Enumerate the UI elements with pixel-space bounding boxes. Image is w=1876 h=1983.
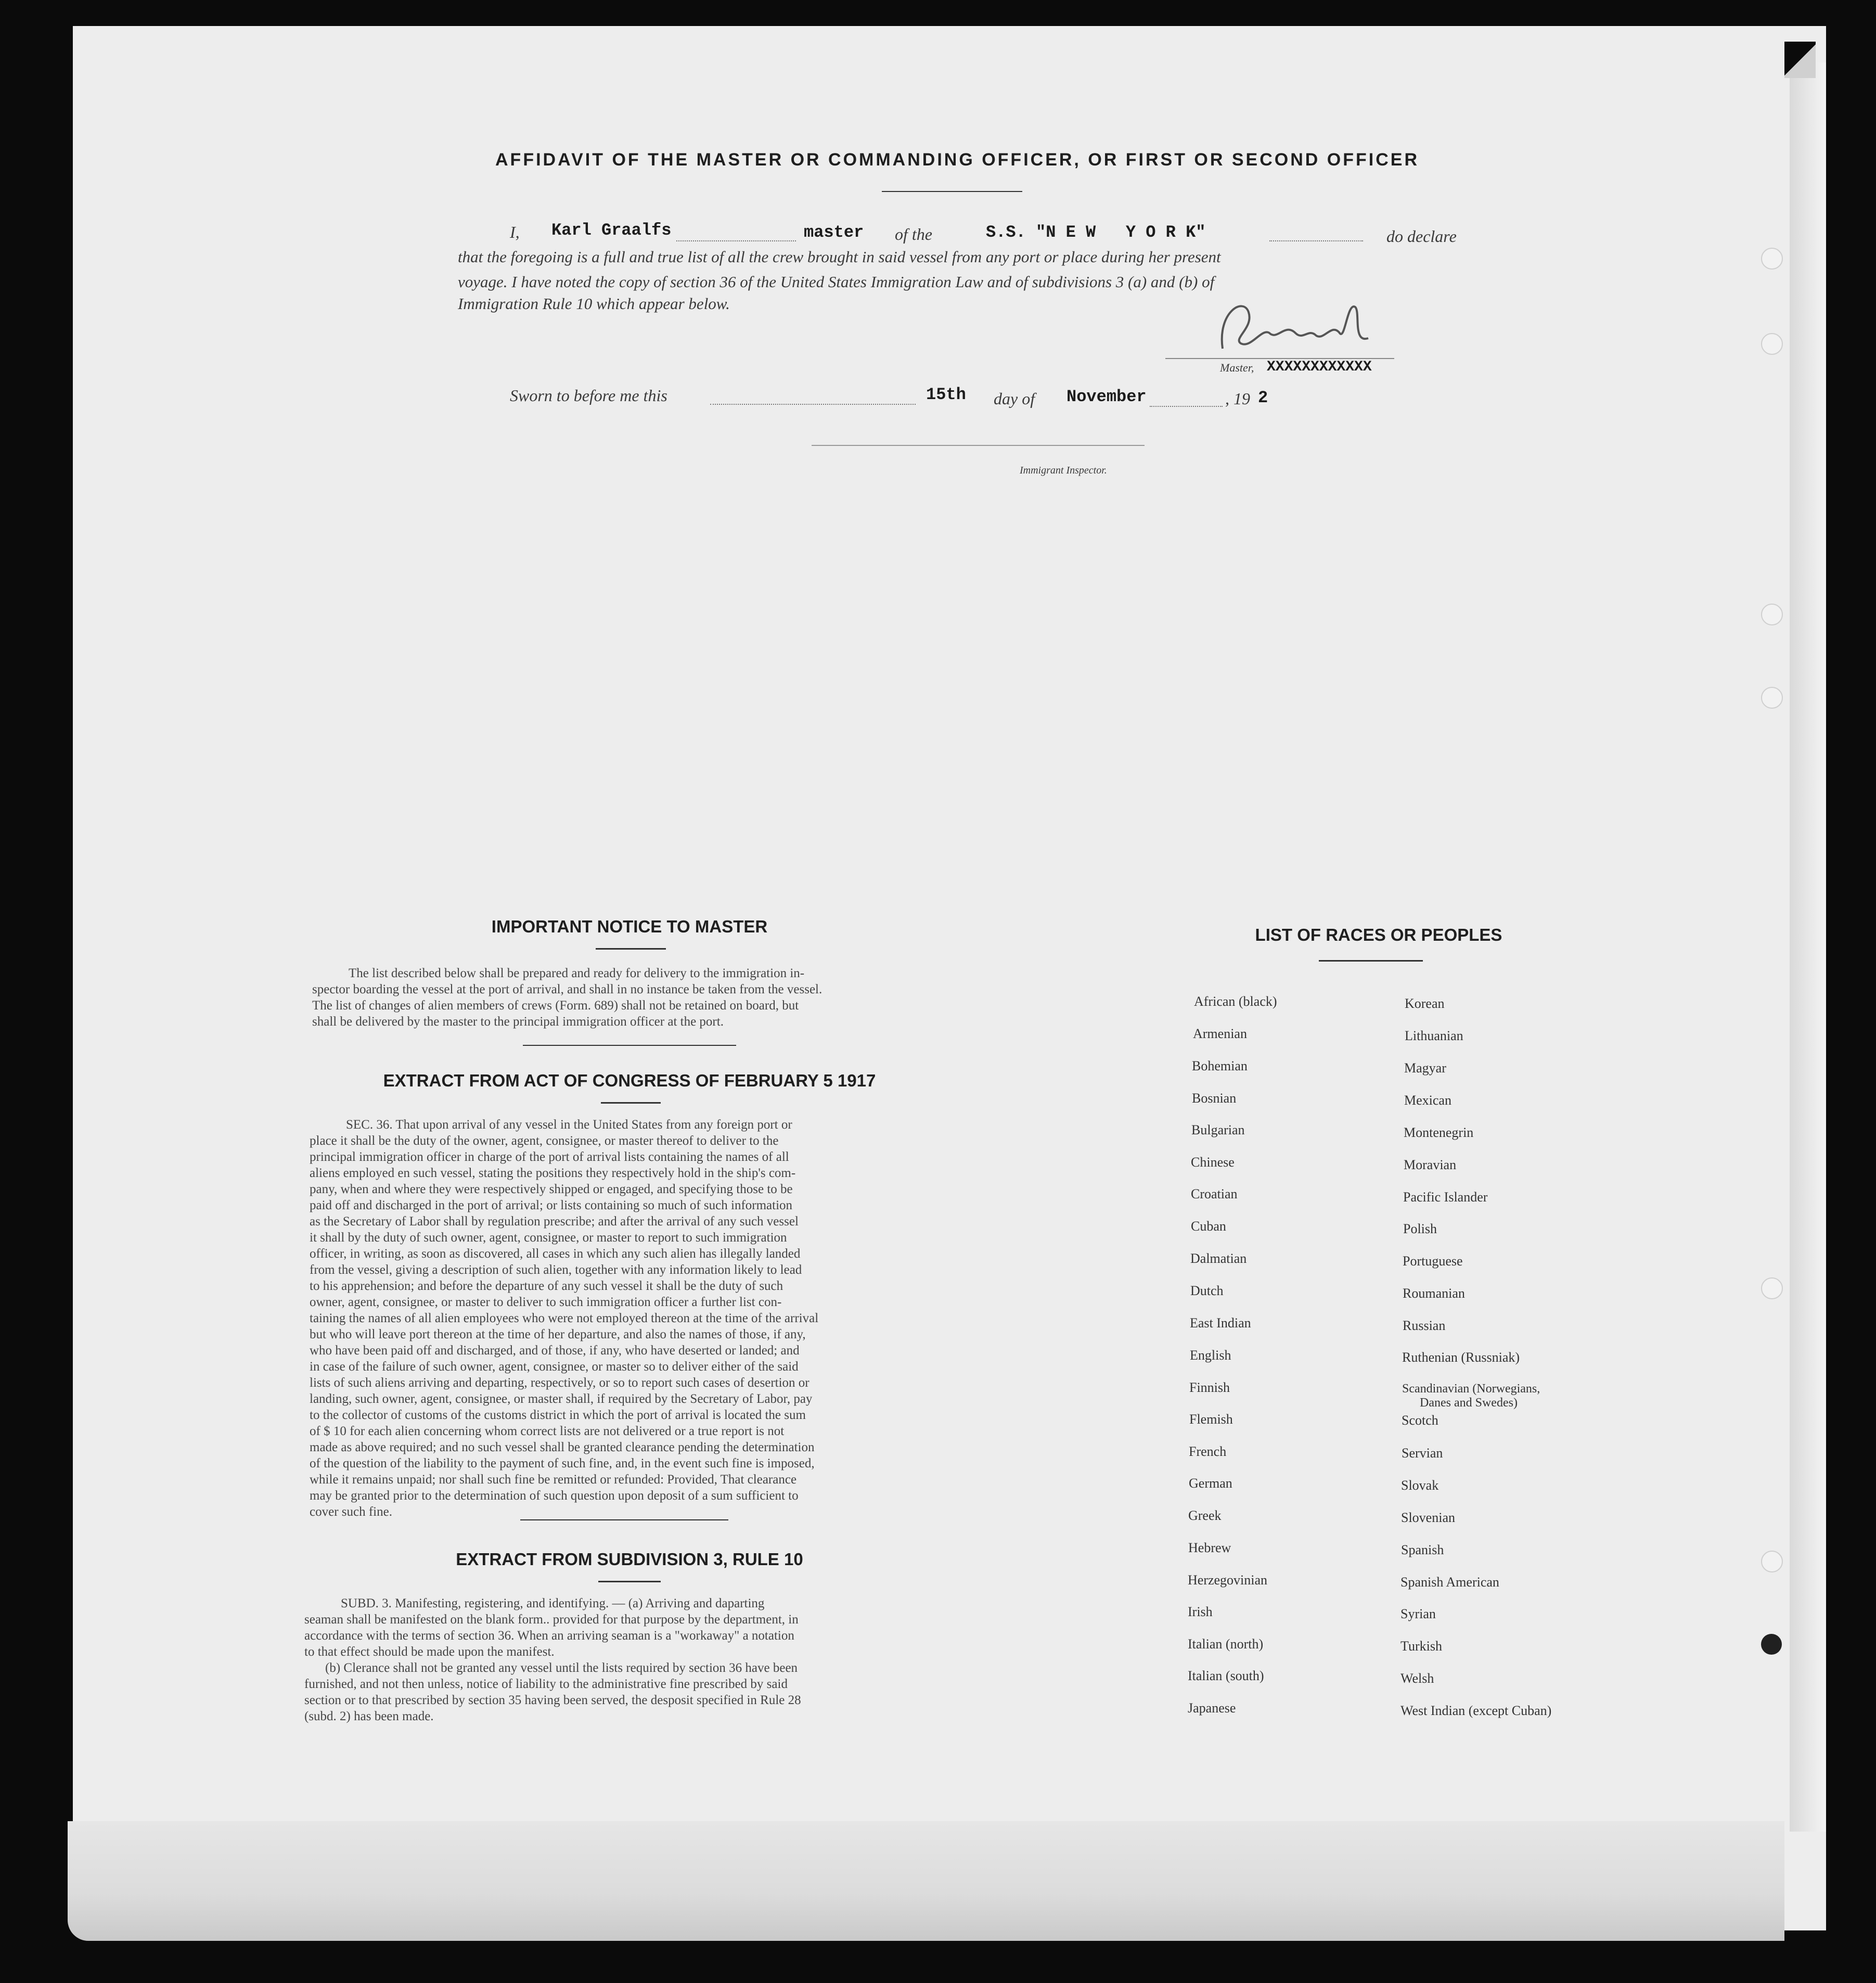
act-line: to his apprehension; and before the departure of any such vessel it shall be the duty of such xyxy=(310,1279,783,1293)
race-item: African (black) xyxy=(1194,994,1277,1009)
title-rule xyxy=(1319,960,1423,962)
race-item: Slovak xyxy=(1401,1478,1439,1493)
folded-corner xyxy=(1784,42,1816,78)
race-item: Irish xyxy=(1188,1604,1213,1619)
race-item: Welsh xyxy=(1400,1671,1434,1686)
race-item: Spanish American xyxy=(1400,1575,1499,1590)
extract-act-body xyxy=(310,1117,944,1520)
race-item: Syrian xyxy=(1400,1606,1436,1621)
act-line: officer, in writing, as soon as discovered, all cases in which any such alien has illegally landed xyxy=(310,1247,801,1261)
act-line: taining the names of all alien employees who were not employed thereon at the time of the arrival xyxy=(310,1311,819,1325)
notice-line: The list described below shall be prepared and ready for delivery to the immigration in- xyxy=(349,966,805,980)
race-item: West Indian (except Cuban) xyxy=(1400,1703,1552,1718)
notice-line: spector boarding the vessel at the port of arrival, and shall in no instance be taken from the vessel. xyxy=(312,982,823,996)
race-item: Bulgarian xyxy=(1191,1122,1245,1137)
race-item: Scotch xyxy=(1402,1413,1438,1428)
act-line: made as above required; and no such vessel shall be granted clearance pending the determination xyxy=(310,1440,815,1454)
affidavit-line-4: Immigration Rule 10 which appear below. xyxy=(458,295,730,313)
race-item: English xyxy=(1190,1348,1231,1363)
master-label: Master, xyxy=(1220,361,1254,374)
race-item: Hebrew xyxy=(1188,1540,1231,1555)
race-item: East Indian xyxy=(1190,1315,1251,1330)
race-item: Portuguese xyxy=(1403,1253,1463,1269)
title-rule xyxy=(596,948,666,950)
act-line: may be granted prior to the determination of such question upon deposit of a sum sufficient to xyxy=(310,1489,799,1503)
race-item: Roumanian xyxy=(1403,1286,1465,1301)
rank-value: master xyxy=(804,223,864,242)
act-line: pany, when and where they were respectively shipped or engaged, and specifying those to be xyxy=(310,1182,793,1196)
notice-line: The list of changes of alien members of crews (Form. 689) shall not be retained on board, but xyxy=(312,999,799,1013)
rule-line: to that effect should be made upon the manifest. xyxy=(304,1645,555,1659)
race-item: Turkish xyxy=(1400,1639,1442,1654)
sworn-month: November xyxy=(1067,387,1147,406)
rule-line: SUBD. 3. Manifesting, registering, and identifying. — (a) Arriving and daparting xyxy=(341,1596,765,1610)
extract-act-title: EXTRACT FROM ACT OF CONGRESS OF FEBRUARY 5 1917 xyxy=(383,1071,876,1090)
act-line: to the collector of customs of the customs district in which the port of arrival is located the sum xyxy=(310,1408,806,1422)
vessel-name: S.S. "N E W Y O R K" xyxy=(986,223,1206,242)
sheet-bottom-curl xyxy=(68,1821,1784,1941)
race-item: Korean xyxy=(1405,996,1445,1011)
punch-mark xyxy=(1761,1634,1782,1655)
act-line: of the question of the liability to the payment of such fine, and, in the event such fine is imposed, xyxy=(310,1456,815,1470)
notice-title: IMPORTANT NOTICE TO MASTER xyxy=(491,917,768,936)
act-line: of $ 10 for each alien concerning whom correct lists are not delivered or a true report is not xyxy=(310,1424,785,1438)
act-line: as the Secretary of Labor shall by regulation prescribe; and after the arrival of any such vessel xyxy=(310,1214,799,1229)
race-item: Bosnian xyxy=(1192,1091,1237,1106)
notice-body xyxy=(312,965,947,1030)
act-line: owner, agent, consignee, or master to deliver to such immigration officer a further list con- xyxy=(310,1295,782,1309)
year-prefix: , 19 xyxy=(1225,389,1250,408)
race-item: Servian xyxy=(1402,1445,1443,1461)
affidavit-line-2: that the foregoing is a full and true list of all the crew brought in said vessel from any port or place during her present xyxy=(458,248,1221,266)
race-item: Finnish xyxy=(1189,1380,1230,1395)
affidavit-title: AFFIDAVIT OF THE MASTER OR COMMANDING OFFICER, OR FIRST OR SECOND OFFICER xyxy=(495,150,1419,170)
section-rule xyxy=(523,1045,736,1046)
fill-line xyxy=(676,240,796,241)
rule-line: accordance with the terms of section 36. When an arriving seaman is a "workaway" a notation xyxy=(304,1629,794,1643)
race-item: Italian (north) xyxy=(1188,1636,1264,1652)
section-rule xyxy=(520,1519,728,1520)
rule-line: (subd. 2) has been made. xyxy=(304,1709,434,1723)
punch-hole xyxy=(1761,604,1783,625)
race-item: Bohemian xyxy=(1192,1058,1248,1073)
act-line: principal immigration officer in charge of the port of arrival lists containing the names of all xyxy=(310,1150,789,1164)
year-value: 2 xyxy=(1258,388,1268,407)
race-item: Chinese xyxy=(1191,1155,1235,1170)
inspector-label: Immigrant Inspector. xyxy=(1020,465,1107,476)
extract-rule-title: EXTRACT FROM SUBDIVISION 3, RULE 10 xyxy=(456,1550,803,1569)
act-line: in case of the failure of such owner, agent, consignee, or master so to deliver either of the said xyxy=(310,1360,799,1374)
master-name: Karl Graalfs xyxy=(551,221,672,240)
punch-hole xyxy=(1761,687,1783,709)
fill-line xyxy=(1269,240,1363,241)
of-the-label: of the xyxy=(895,225,932,244)
act-line: from the vessel, giving a description of such alien, together with any information likely to lead xyxy=(310,1263,802,1277)
title-rule xyxy=(601,1102,661,1104)
do-declare-label: do declare xyxy=(1386,227,1457,246)
rule-line: seaman shall be manifested on the blank form.. provided for that purpose by the department, in xyxy=(304,1613,799,1627)
race-item: Polish xyxy=(1403,1221,1437,1236)
race-item: Mexican xyxy=(1404,1093,1451,1108)
race-item: Cuban xyxy=(1191,1219,1226,1234)
race-item: Italian (south) xyxy=(1188,1668,1264,1683)
act-line: it shall by the duty of such owner, agent, consignee, or master to report to such immigration xyxy=(310,1231,787,1245)
race-item: Pacific Islander xyxy=(1403,1189,1488,1205)
act-line: lists of such aliens arriving and departing, respectively, or so to report such cases of desertion or xyxy=(310,1376,809,1390)
race-item: Armenian xyxy=(1193,1026,1247,1041)
notice-line: shall be delivered by the master to the principal immigration officer at the port. xyxy=(312,1015,724,1029)
title-rule xyxy=(598,1581,661,1582)
rule-line: section or to that prescribed by section 35 having been served, the desposit specified in Rule 28 xyxy=(304,1693,801,1707)
i-label: I, xyxy=(510,223,520,241)
race-item: Ruthenian (Russniak) xyxy=(1402,1350,1520,1365)
race-item: Herzegovinian xyxy=(1188,1572,1268,1588)
affidavit-line-3: voyage. I have noted the copy of section 36 of the United States Immigration Law and of subdivisions 3 (a) and (b) of xyxy=(458,273,1215,291)
race-item: Lithuanian xyxy=(1405,1028,1463,1043)
punch-hole xyxy=(1761,1277,1783,1299)
title-rule xyxy=(882,191,1022,192)
master-struck-text: XXXXXXXXXXXX xyxy=(1267,359,1372,375)
rule-line: furnished, and not then unless, notice of liability to the administrative fine prescribed by said xyxy=(304,1677,788,1691)
race-item: Russian xyxy=(1403,1318,1446,1333)
race-item: Japanese xyxy=(1188,1700,1236,1716)
race-item: Croatian xyxy=(1191,1186,1238,1201)
race-item: Danes and Swedes) xyxy=(1420,1396,1518,1410)
act-line: landing, such owner, agent, consignee, or master shall, if required by the Secretary of Labor, pay xyxy=(310,1392,813,1406)
race-item: Moravian xyxy=(1404,1157,1457,1172)
race-item: Greek xyxy=(1188,1508,1222,1523)
act-line: SEC. 36. That upon arrival of any vessel in the United States from any foreign port or xyxy=(346,1118,792,1132)
race-item: German xyxy=(1189,1476,1232,1491)
sworn-day: 15th xyxy=(926,385,966,404)
race-item: Slovenian xyxy=(1401,1510,1455,1525)
act-line: who have been paid off and discharged, and of those, if any, who have deserted or landed; and xyxy=(310,1344,800,1358)
races-title: LIST OF RACES OR PEOPLES xyxy=(1255,925,1502,944)
act-line: but who will leave port thereon at the time of her departure, and also the names of those, if any, xyxy=(310,1327,806,1341)
punch-hole xyxy=(1761,248,1783,270)
master-signature xyxy=(1212,291,1389,359)
race-item: Spanish xyxy=(1401,1542,1444,1557)
fill-line xyxy=(710,404,916,405)
race-item: Dalmatian xyxy=(1190,1251,1247,1266)
race-item: Dutch xyxy=(1190,1283,1224,1298)
day-of-label: day of xyxy=(994,389,1035,408)
punch-hole xyxy=(1761,1551,1783,1572)
act-line: paid off and discharged in the port of arrival; or lists containing so much of such information xyxy=(310,1198,793,1212)
race-item: Magyar xyxy=(1404,1060,1446,1076)
race-item: French xyxy=(1189,1444,1227,1459)
extract-rule-body xyxy=(304,1595,942,1724)
act-line: cover such fine. xyxy=(310,1505,392,1519)
act-line: place it shall be the duty of the owner, agent, consignee, or master thereof to deliver to the xyxy=(310,1134,779,1148)
sworn-label: Sworn to before me this xyxy=(510,386,667,405)
fill-line xyxy=(1150,406,1223,407)
race-item: Flemish xyxy=(1189,1412,1233,1427)
act-line: while it remains unpaid; nor shall such fine be remitted or refunded: Provided, That clearance xyxy=(310,1473,797,1487)
punch-hole xyxy=(1761,333,1783,355)
inspector-line xyxy=(812,445,1145,446)
rule-line: (b) Clerance shall not be granted any vessel until the lists required by section 36 have been xyxy=(325,1661,798,1675)
race-item: Scandinavian (Norwegians, xyxy=(1402,1382,1540,1396)
act-line: aliens employed en such vessel, stating the positions they respectively hold in the ship's com- xyxy=(310,1166,796,1180)
race-item: Montenegrin xyxy=(1404,1125,1474,1140)
sheet-edge xyxy=(1790,62,1826,1832)
